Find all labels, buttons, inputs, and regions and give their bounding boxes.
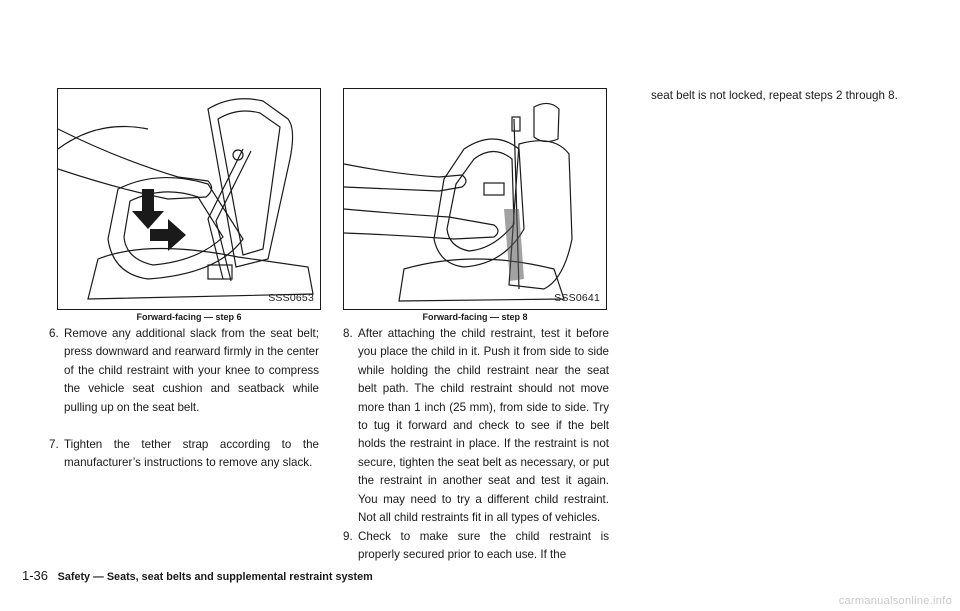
step-text: Tighten the tether strap according to the manufacturer’s instructions to remove any slack.	[64, 438, 319, 470]
figure-step-8	[343, 88, 607, 310]
figure-caption: Forward-facing — step 8	[422, 312, 528, 322]
figure-code: SSS0641	[554, 292, 600, 304]
step-9	[343, 528, 609, 565]
continued-text: seat belt is not locked, repeat steps 2 through 8.	[651, 89, 898, 102]
watermark: carmanualsonline.info	[838, 595, 952, 607]
illustration-step-6	[58, 89, 321, 310]
section-title: Safety — Seats, seat belts and supplemental restraint system	[57, 571, 373, 583]
step-7	[49, 436, 319, 473]
page-footer	[22, 568, 373, 583]
figure-caption: Forward-facing — step 6	[136, 312, 242, 322]
step-text: Remove any additional slack from the seat belt; press downward and rearward firmly in the center of the child restraint with your knee to compress the vehicle seat cushion and seatback while pulling up on the seat belt.	[64, 327, 319, 414]
figure-code: SSS0653	[268, 292, 314, 304]
step-8	[343, 325, 609, 527]
step-number: 7.	[49, 438, 59, 451]
figure-step-6	[57, 88, 321, 310]
step-number: 8.	[343, 327, 353, 340]
step-text: After attaching the child restraint, test it before you place the child in it. Push it from side to side while holding the child restraint near the seat belt path. The child restraint should not move more than 1 inch (25 mm), from side to side. Try to tug it forward and check to see if the belt holds the restraint in place. If the restraint is not secure, tighten the seat belt as necessary, or put the restraint in another seat and test it again. You may need to try a different child restraint. Not all child restraints fit in all types of vehicles.	[358, 327, 609, 525]
step-text: Check to make sure the child restraint is properly secured prior to each use. If the	[358, 530, 609, 562]
illustration-step-8	[344, 89, 607, 310]
step-number: 9.	[343, 530, 353, 543]
page-number: 1-36	[22, 568, 49, 583]
step-6	[49, 325, 319, 417]
step-number: 6.	[49, 327, 59, 340]
